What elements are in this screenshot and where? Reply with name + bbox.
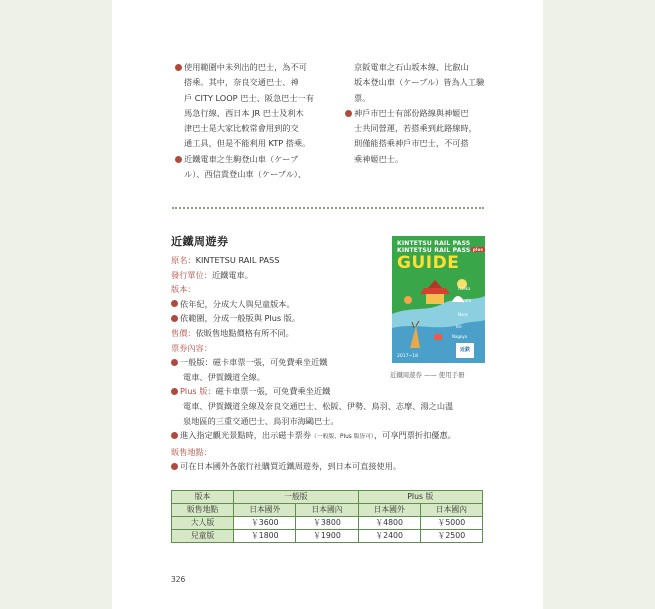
original-name-line: 原名：KINTETSU RAIL PASS xyxy=(171,255,280,265)
plus-version-line: 泉地區的三重交通巴士、鳥羽市海鷗巴士。 xyxy=(183,415,339,426)
table-cell: ￥1900 xyxy=(296,530,358,543)
plus-version-line: 電車、伊賀鐵道全線及奈良交通巴士、松阪、伊勢、鳥羽、志摩、湯之山溫 xyxy=(183,400,454,411)
map-label-ise: Ise xyxy=(456,324,462,329)
bullet-dot-icon xyxy=(171,315,178,322)
left-margin-band xyxy=(0,0,112,609)
cover-caption: 近鐵周遊券 —— 使用手冊 xyxy=(390,371,465,379)
table-header-cell: 一般版 xyxy=(234,491,358,504)
table-row-header: 大人版 xyxy=(172,517,234,530)
bullet-dot-icon xyxy=(171,388,178,395)
table-cell: ￥2500 xyxy=(420,530,482,543)
bullet-dot-icon xyxy=(171,300,178,307)
sales-label: 販售地點： xyxy=(171,446,212,457)
version-item: 依年紀，分成大人與兒童版本。 xyxy=(171,297,486,312)
cover-year: 2017~18 xyxy=(397,354,418,359)
bullet-item: 神戶市巴士有部份路線與神姬巴 士共同營運，若搭乘到此路線時， 則僅能搭乘神戶市巴士，不可搭 乘神姬巴士。 xyxy=(345,106,493,167)
table-cell: ￥3600 xyxy=(234,517,296,530)
bullet-dot-icon xyxy=(171,432,178,439)
bullet-dot-icon xyxy=(175,156,182,163)
bullet-dot-icon xyxy=(171,463,178,470)
map-label-kyoto: Kyoto xyxy=(460,298,472,303)
section-title: 近鐵周遊券 xyxy=(171,235,229,248)
fare-table xyxy=(171,490,483,543)
table-row xyxy=(172,530,483,543)
table-row-header: 兒童版 xyxy=(172,530,234,543)
map-label-osaka: Osaka xyxy=(458,286,471,291)
cover-guide-text: GUIDE xyxy=(397,253,460,273)
cover-title-1: KINTETSU RAIL PASS xyxy=(397,240,471,247)
table-header-cell: 日本國內 xyxy=(296,504,358,517)
general-version-line: 電車、伊賀鐵道全線。 xyxy=(183,371,265,382)
page-number: 326 xyxy=(171,575,186,584)
section-divider xyxy=(172,207,484,209)
contents-label: 票券內容： xyxy=(171,342,212,353)
bullet-dot-icon xyxy=(345,110,352,117)
table-header-cell: 日本國外 xyxy=(234,504,296,517)
version-item: 依範圍，分成一般版與 Plus 版。 xyxy=(171,311,486,326)
general-version-line: 一般版：磁卡車票一張，可免費乘坐近鐵 xyxy=(171,355,486,370)
top-left-column xyxy=(175,60,333,182)
plus-badge: plus xyxy=(472,247,484,252)
table-cell: ￥4800 xyxy=(358,517,420,530)
bullet-item: 近鐵電車之生駒登山車（ケーブ ル）、西信貴登山車（ケーブル）、 xyxy=(175,152,333,183)
table-header-cell: 日本國外 xyxy=(358,504,420,517)
table-cell: ￥2400 xyxy=(358,530,420,543)
table-header-cell: 日本國內 xyxy=(420,504,482,517)
guide-cover-image xyxy=(392,236,485,363)
top-right-column xyxy=(345,60,493,167)
map-label-nagoya: Nagoya xyxy=(452,334,468,339)
bullet-dot-icon xyxy=(171,359,178,366)
cover-title-2: KINTETSU RAIL PASS plus xyxy=(397,247,484,254)
discount-line: 進入指定觀光景點時，出示磁卡票券（一般版、Plus 版皆可），可享門票折扣優惠。 xyxy=(171,428,486,445)
issuer-line: 發行單位：近鐵電車。 xyxy=(171,269,253,280)
table-header-cell: 版本 xyxy=(172,491,234,504)
bullet-continuation: 京阪電車之石山坂本線、比叡山 坂本登山車（ケーブル）皆為人工驗 票。 xyxy=(354,62,485,103)
table-header-cell: Plus 版 xyxy=(358,491,482,504)
bullet-dot-icon xyxy=(175,64,182,71)
table-header-row xyxy=(172,491,483,504)
table-header-cell: 販售地點 xyxy=(172,504,234,517)
table-subheader-row xyxy=(172,504,483,517)
bullet-item: 使用範圍中未列出的巴士，為不可 搭乘。其中，奈良交通巴士、神 戶 CITY LOOP 巴士、阪急巴士一有 馬急行線、西日本 JR 巴士及利木 津巴士是大家比較常會用到的交 通工具，但是不能利用 KTP 搭乘。 xyxy=(175,60,333,152)
plus-version-line: Plus 版：磁卡車票一張，可免費乘坐近鐵 xyxy=(171,384,486,399)
table-row xyxy=(172,517,483,530)
right-margin-band xyxy=(543,0,655,609)
map-label-nara: Nara xyxy=(458,312,468,317)
versions-label: 版本： xyxy=(171,284,196,295)
sales-line: 可在日本國外各旅行社購買近鐵周遊券，到日本可直接使用。 xyxy=(171,459,486,474)
table-cell: ￥3800 xyxy=(296,517,358,530)
kintetsu-logo: 近鉄 xyxy=(456,343,474,358)
table-cell: ￥5000 xyxy=(420,517,482,530)
table-cell: ￥1800 xyxy=(234,530,296,543)
price-line: 售價：依販售地點價格有所不同。 xyxy=(171,327,294,338)
